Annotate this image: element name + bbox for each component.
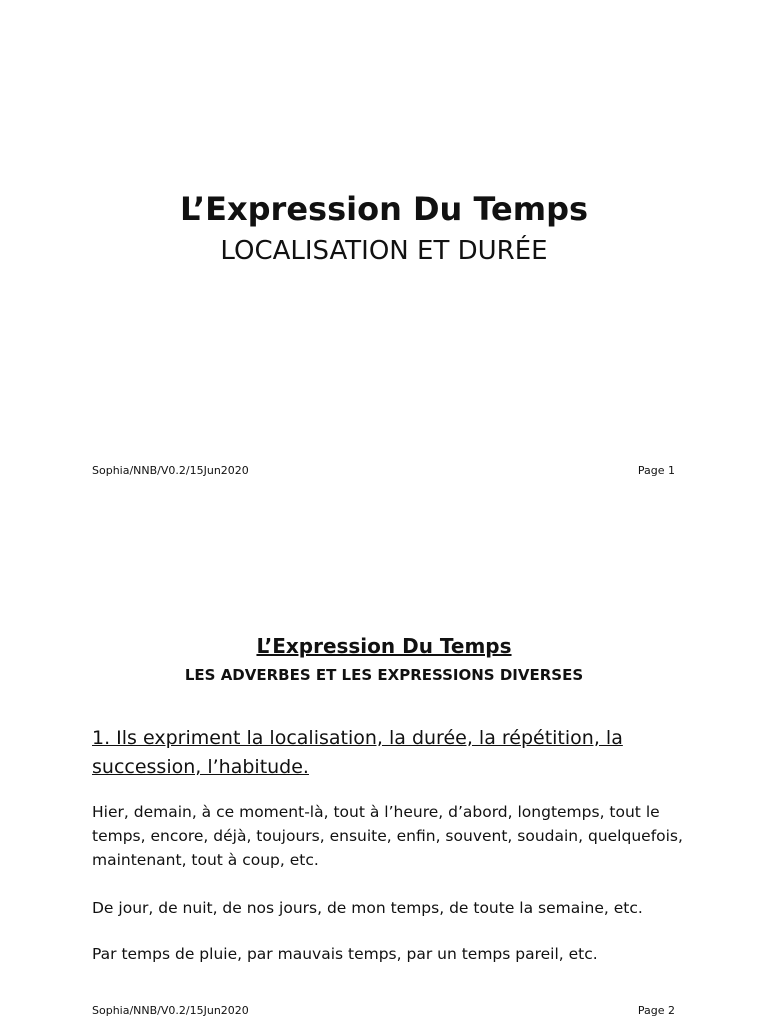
body-paragraph: De jour, de nuit, de nos jours, de mon temps, de toute la semaine, etc.: [92, 899, 643, 917]
body-paragraph: Par temps de pluie, par mauvais temps, par un temps pareil, etc.: [92, 945, 598, 963]
page-number: Page 2: [637, 1004, 675, 1017]
numbered-heading: 1. Ils expriment la localisation, la durée, la répétition, la succession, l’habitude.: [92, 727, 623, 778]
page-subtitle: LOCALISATION ET DURÉE: [220, 236, 548, 266]
document-page-2: [0, 520, 768, 1024]
page-number: Page 1: [637, 464, 675, 477]
page-footer-reference: Sophia/NNB/V0.2/15Jun2020: [92, 1004, 249, 1017]
section-subtitle: LES ADVERBES ET LES EXPRESSIONS DIVERSES: [184, 666, 584, 684]
page-title: L’Expression Du Temps: [179, 190, 589, 228]
body-paragraph: Hier, demain, à ce moment-là, tout à l’heure, d’abord, longtemps, tout le temps, encore, déjà, toujours, ensuite, enfin, souvent, soudain, quelquefois, maintenant, tout à coup, etc.: [92, 803, 683, 869]
section-title: L’Expression Du Temps: [256, 634, 512, 658]
page-footer-reference: Sophia/NNB/V0.2/15Jun2020: [92, 464, 249, 477]
